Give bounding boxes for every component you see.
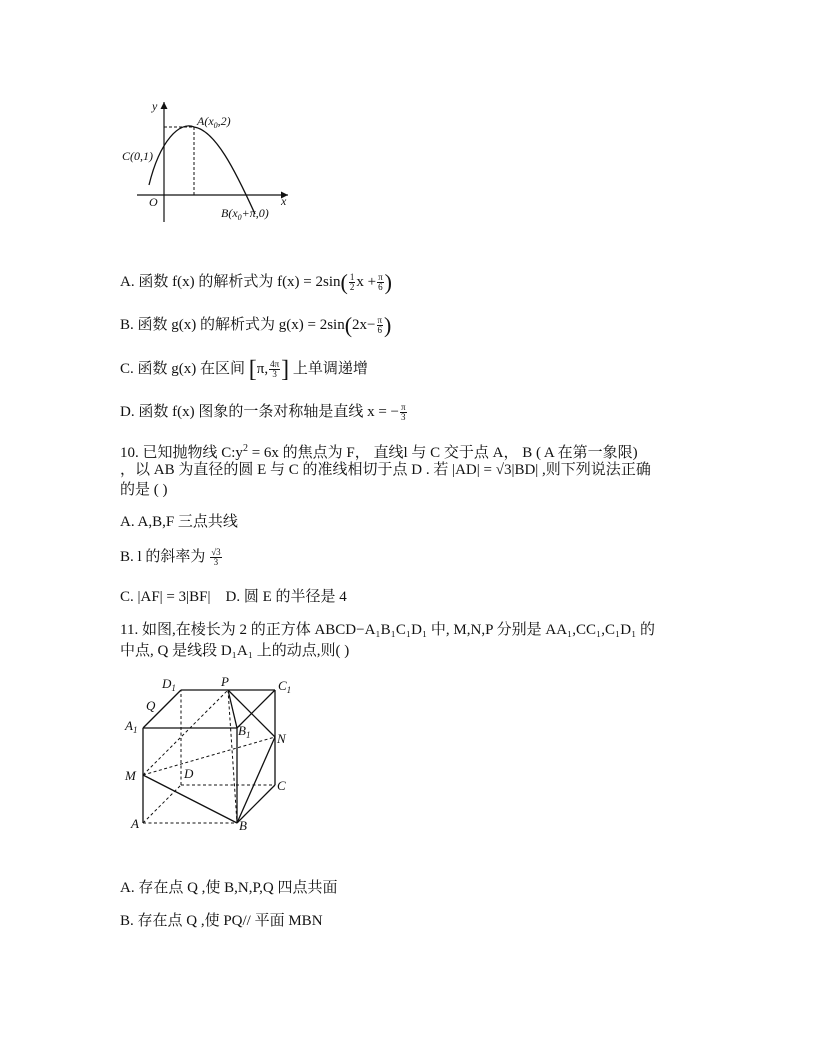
- moving-point-q-label: Q: [146, 698, 156, 713]
- origin-label: O: [149, 195, 158, 209]
- vertex-c-label: C: [277, 778, 286, 793]
- x-axis-label: x: [281, 194, 287, 208]
- q11-option-b: B. 存在点 Q ,使 PQ// 平面 MBN: [120, 913, 323, 929]
- point-b-label: $B(x_0+\pi,0)$: [221, 206, 269, 222]
- q10-option-c: C. |AF| = 3|BF| D. 圆 E 的半径是 4: [120, 589, 347, 605]
- q10-stem-line-1: 10. 已知抛物线 $C:y^2 = 6x$ 的焦点为 F， 直线l 与 C 交于点 A， B ( A 在第一象限): [120, 443, 638, 461]
- midpoint-p-label: P: [221, 674, 229, 689]
- vertex-b-label: B: [239, 818, 247, 833]
- midpoint-m-label: M: [125, 768, 136, 783]
- q10-stem-line-3: 的是 ( ): [120, 482, 168, 498]
- y-axis-label: y: [152, 99, 158, 113]
- vertex-d-label: D: [184, 766, 194, 781]
- segment-b-n: [237, 737, 275, 823]
- midpoint-n-label: N: [277, 731, 286, 746]
- vertex-a1-label: $A_1$: [125, 718, 138, 735]
- vertex-d1-label: $D_1$: [162, 676, 176, 693]
- q10-stem-line-2: ，以 AB 为直径的圆 E 与 C 的准线相切于点 D . 若 |AD| = √3|BD| ,则下列说法正确: [120, 462, 651, 478]
- segment-m-b: [143, 775, 237, 823]
- q10-option-d: D. 圆 E 的半径是 4: [225, 589, 347, 605]
- point-a-label: $A(x_0,2)$: [197, 114, 231, 130]
- vertex-a-label: A: [131, 816, 139, 831]
- q11-stem-line-1: 11. 如图,在棱长为 2 的正方体 ABCD−A₁B₁C₁D₁ 中, M,N,P 分别是 AA₁,CC₁,C₁D₁ 的: [120, 622, 656, 638]
- q9-option-a: A. 函数 f(x) 的解析式为 f(x) = 2sin( $\frac{1}{2}$ x + $\frac{\pi}{6}$ ): [120, 269, 392, 295]
- q9-option-b: B. 函数 g(x) 的解析式为 g(x) = 2sin(2x− $\frac{\pi}{6}$ ): [120, 312, 392, 338]
- q10-option-b: B. l 的斜率为 $\frac{√3}{3}$: [120, 547, 221, 568]
- q9-option-c: C. 函数 g(x) 在区间 [π, $\frac{4\pi}{3}$ ] 上单调递增: [120, 356, 368, 383]
- vertex-c1-label: $C_1$: [278, 678, 292, 695]
- segment-m-n: [143, 737, 275, 775]
- q11-option-a: A. 存在点 Q ,使 B,N,P,Q 四点共面: [120, 880, 338, 896]
- q11-stem-line-2: 中点, Q 是线段 D₁A₁ 上的动点,则( ): [120, 643, 350, 659]
- q9-option-d: D. 函数 f(x) 图象的一条对称轴是直线 x = − $\frac{\pi}{3}$: [120, 402, 406, 423]
- point-c-label: C(0,1): [122, 149, 153, 163]
- edge-a-d: [143, 785, 181, 823]
- q10-option-a: A. A,B,F 三点共线: [120, 514, 238, 530]
- vertex-b1-label: $B_1$: [238, 723, 251, 740]
